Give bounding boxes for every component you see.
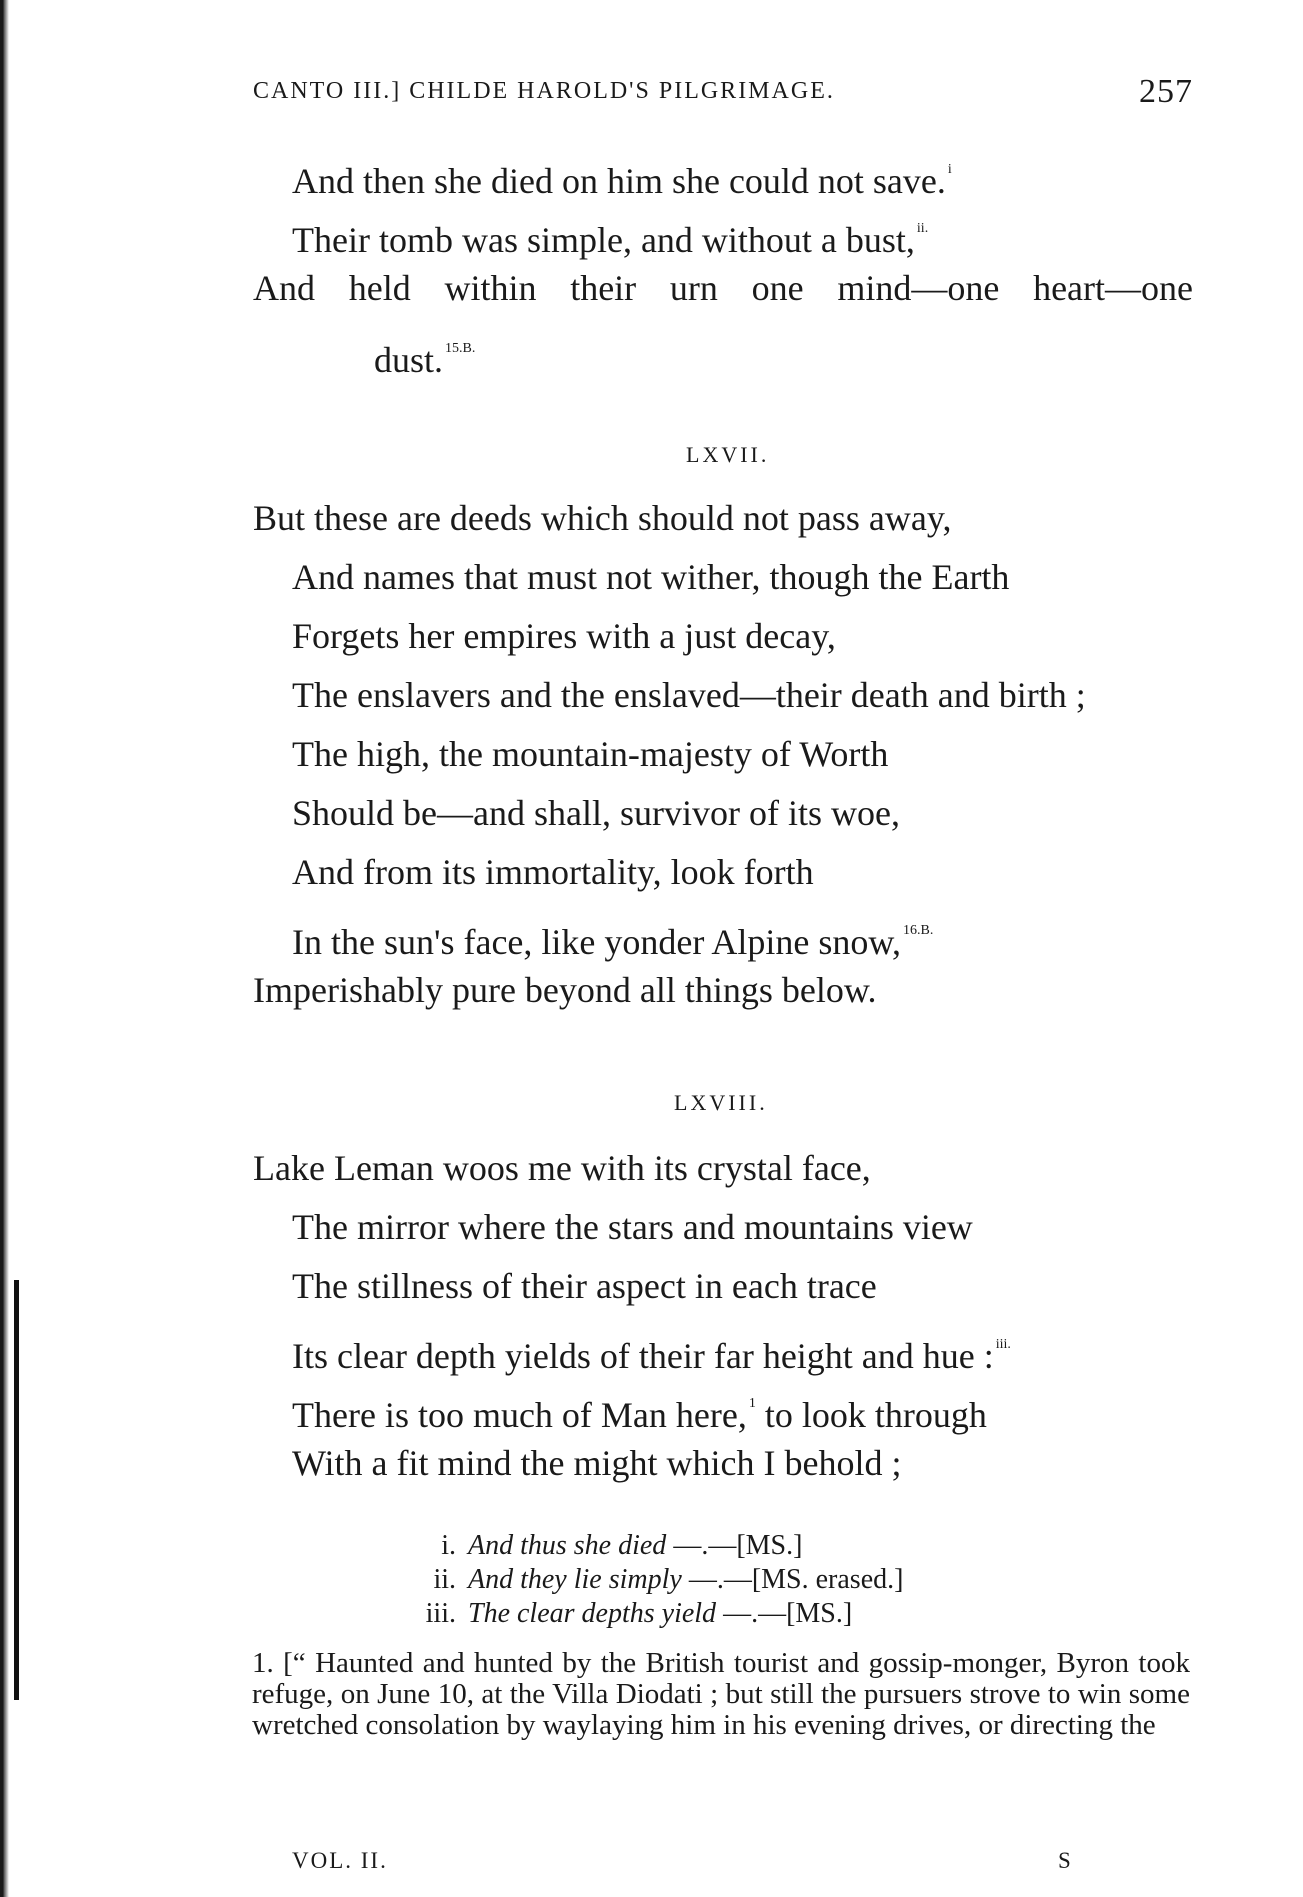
verse-line: And from its immortality, look forth — [292, 852, 814, 892]
stanza-number: LXVIII. — [674, 1090, 768, 1115]
verse-line: Should be—and shall, survivor of its woe, — [292, 793, 900, 833]
verse-line: And held within their urn one mind—one heart—one — [253, 268, 1193, 308]
verse-line: The stillness of their aspect in each trace — [292, 1266, 877, 1306]
verse-line: And names that must not wither, though the Earth — [292, 557, 1010, 597]
verse-line: With a fit mind the might which I behold ; — [292, 1443, 902, 1483]
verse-line: The enslavers and the enslaved—their death and birth ; — [292, 675, 1086, 715]
volume-label: VOL. II. — [292, 1848, 388, 1873]
page-number: 257 — [1139, 73, 1193, 110]
book-binding-shadow — [14, 1280, 19, 1700]
variant-reading: iii. The clear depths yield —.—[MS.] — [425, 1598, 853, 1629]
verse-line: But these are deeds which should not pass away, — [253, 498, 952, 538]
verse-line: In the sun's face, like yonder Alpine snow, $^{16.B.}$ — [292, 922, 934, 962]
verse-line: Lake Leman woos me with its crystal face, — [253, 1148, 871, 1188]
book-binding-edge — [0, 0, 12, 1897]
verse-line: And then she died on him she could not save. $^i$ — [292, 161, 952, 201]
footnote: 1. [“ Haunted and hunted by the British tourist and gossip-monger, Byron took refuge, on June 10, at the Villa Diodati ; but still the pursuers strove to win some wretched consolation by waylaying him in his evening drives, or directing the — [252, 1647, 1190, 1741]
verse-line: There is too much of Man here, $^1$ to look through — [292, 1395, 987, 1435]
verse-line: Their tomb was simple, and without a bust, $^{ii.}$ — [292, 220, 929, 260]
verse-line: The high, the mountain-majesty of Worth — [292, 734, 889, 774]
verse-line: Its clear depth yields of their far height and hue : $^{iii.}$ — [292, 1336, 1011, 1376]
verse-line: The mirror where the stars and mountains view — [292, 1207, 973, 1247]
stanza-number: LXVII. — [686, 442, 770, 467]
variant-reading: i. And thus she died —.—[MS.] — [441, 1530, 803, 1561]
running-title: CANTO III.] CHILDE HAROLD'S PILGRIMAGE. — [253, 78, 835, 104]
signature-mark: S — [1058, 1848, 1073, 1873]
verse-line: Forgets her empires with a just decay, — [292, 616, 836, 656]
variant-reading: ii. And they lie simply —.—[MS. erased.] — [433, 1564, 904, 1595]
verse-line: dust. $^{15.B.}$ — [374, 340, 476, 380]
verse-line: Imperishably pure beyond all things below. — [253, 970, 877, 1010]
